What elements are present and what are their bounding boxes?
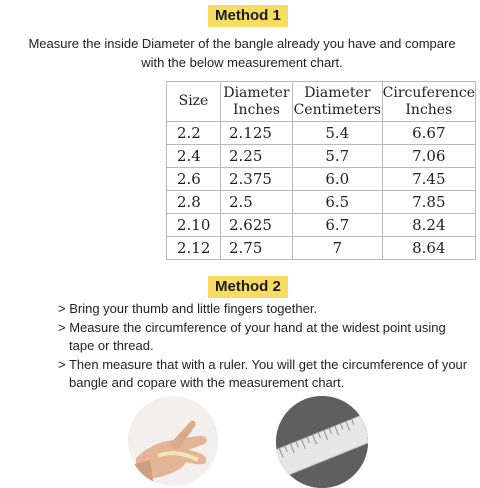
cell-circumference: 6.67: [382, 122, 475, 145]
cell-circumference: 8.24: [382, 214, 475, 237]
table-row: [167, 214, 476, 237]
table-row: [167, 168, 476, 191]
method-2-badge: Method 2: [208, 276, 288, 298]
step-3: > Then measure that with a ruler. You will get the circumference of your bangle and copare with the measurement chart.: [58, 356, 468, 390]
cell-diameter-cm: 7: [292, 237, 382, 260]
table-row: [167, 122, 476, 145]
size-chart-table: [166, 81, 476, 260]
hand-icon: [128, 396, 218, 486]
cell-diameter-cm: 6.0: [292, 168, 382, 191]
cell-diameter-cm: 6.5: [292, 191, 382, 214]
cell-diameter-cm: 5.4: [292, 122, 382, 145]
cell-diameter-inches: 2.125: [220, 122, 292, 145]
cell-circumference: 7.85: [382, 191, 475, 214]
header-diameter-cm-line2: Centimeters: [293, 101, 382, 118]
table-body: [167, 122, 476, 260]
step-2: > Measure the circumference of your hand at the widest point using tape or thread.: [58, 319, 446, 353]
cell-diameter-cm: 5.7: [292, 145, 382, 168]
method-1-badge: Method 1: [208, 5, 288, 27]
cell-circumference: 7.45: [382, 168, 475, 191]
header-diameter-inches-line2: Inches: [233, 101, 280, 118]
cell-size: 2.10: [167, 214, 221, 237]
header-diameter-cm-line1: Diameter: [304, 84, 371, 101]
header-diameter-inches: [220, 82, 292, 122]
header-circumference-line1: Circuference: [382, 84, 475, 101]
header-diameter-inches-line1: Diameter: [223, 84, 290, 101]
hand-measuring-photo: [128, 396, 218, 486]
cell-diameter-inches: 2.625: [220, 214, 292, 237]
cell-diameter-inches: 2.375: [220, 168, 292, 191]
cell-diameter-inches: 2.25: [220, 145, 292, 168]
cell-size: 2.12: [167, 237, 221, 260]
cell-diameter-inches: 2.75: [220, 237, 292, 260]
ruler-photo: [276, 396, 368, 488]
cell-size: 2.8: [167, 191, 221, 214]
header-circumference-line2: Inches: [405, 101, 453, 118]
cell-diameter-inches: 2.5: [220, 191, 292, 214]
table-row: [167, 237, 476, 260]
table-row: [167, 191, 476, 214]
cell-size: 2.4: [167, 145, 221, 168]
header-diameter-cm: [292, 82, 382, 122]
cell-circumference: 7.06: [382, 145, 475, 168]
header-size: Size: [167, 82, 221, 122]
header-circumference: [382, 82, 475, 122]
cell-circumference: 8.64: [382, 237, 475, 260]
table-header-row: [167, 82, 476, 122]
ruler-icon: [276, 396, 368, 488]
table-row: [167, 145, 476, 168]
cell-size: 2.6: [167, 168, 221, 191]
method-2-steps: [58, 300, 468, 393]
step-1: > Bring your thumb and little fingers together.: [58, 301, 318, 316]
cell-size: 2.2: [167, 122, 221, 145]
cell-diameter-cm: 6.7: [292, 214, 382, 237]
intro-text: Measure the inside Diameter of the bangle already you have and compare with the below measurement chart.: [28, 36, 456, 70]
